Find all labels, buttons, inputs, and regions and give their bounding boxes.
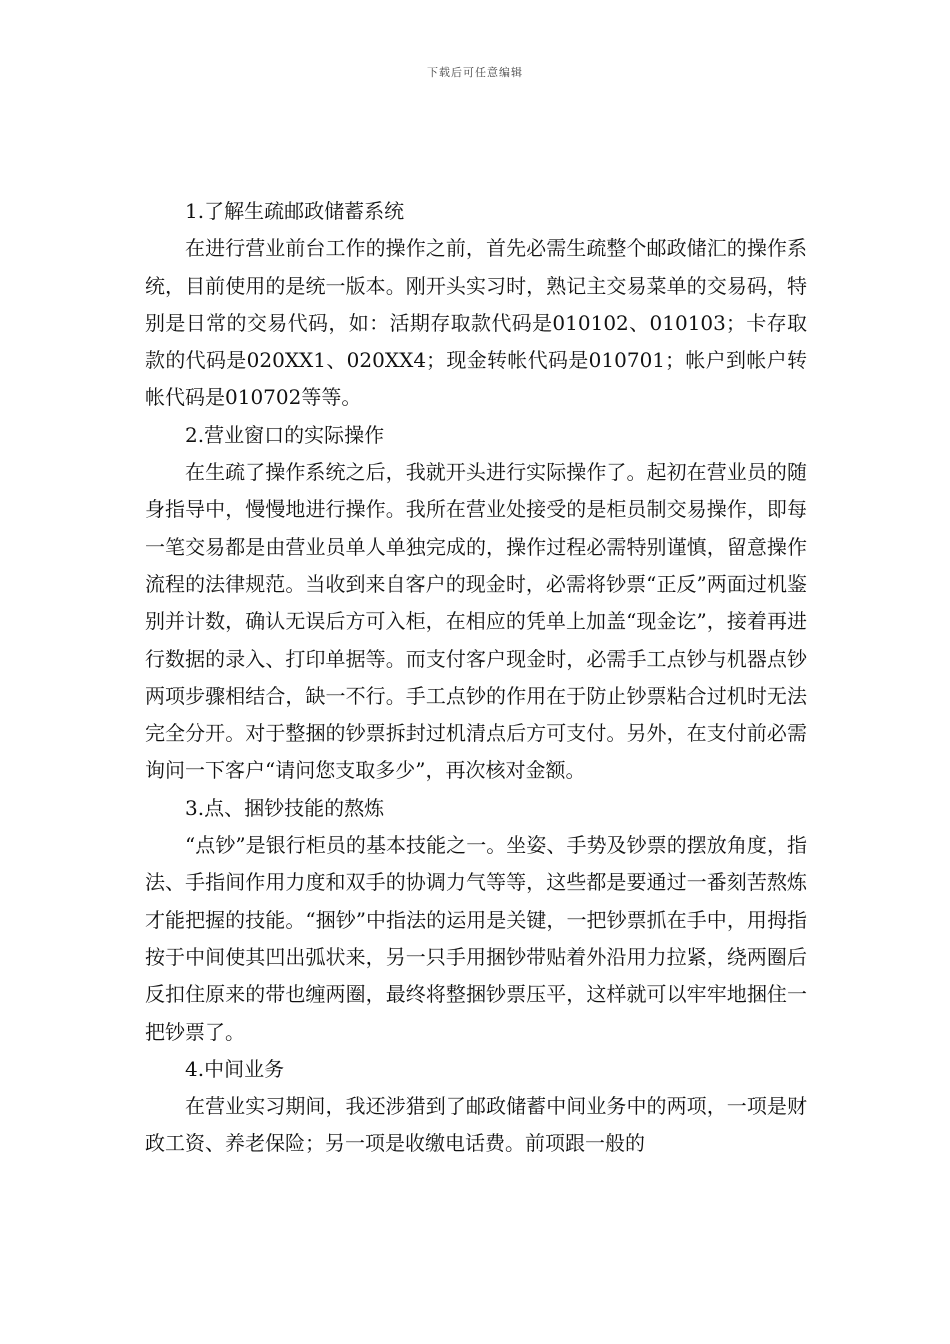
section-paragraph: “点钞”是银行柜员的基本技能之一。坐姿、手势及钞票的摆放角度，指法、手指间作用力度和双手的协调力气等等，这些都是要通过一番刻苦熬炼才能把握的技能。“捆钞”中指法的运用是关键，一把钞票抓在手中，用拇指按于中间使其凹出弧状来，另一只手用捆钞带贴着外沿用力拉紧，绕两圈后反扣住原来的带也缠两圈，最终将整捆钞票压平，这样就可以牢牢地捆住一把钞票了。	[145, 833, 807, 1044]
page-header-note: 下载后可任意编辑	[427, 66, 523, 79]
section-paragraph: 在进行营业前台工作的操作之前，首先必需生疏整个邮政储汇的操作系统，目前使用的是统一版本。刚开头实习时，熟记主交易菜单的交易码，特别是日常的交易代码，如：活期存取款代码是010102、010103；卡存取款的代码是020XX1、020XX4；现金转帐代码是010701；帐户到帐户转帐代码是010702等等。	[145, 236, 807, 410]
section-heading: 3.点、捆钞技能的熬炼	[185, 795, 385, 820]
section-4	[145, 1051, 807, 1163]
section-heading: 1.了解生疏邮政储蓄系统	[185, 199, 405, 223]
section-paragraph: 在营业实习期间，我还涉猎到了邮政储蓄中间业务中的两项，一项是财政工资、养老保险；另一项是收缴电话费。前项跟一般的	[145, 1094, 807, 1156]
section-1	[145, 193, 807, 417]
section-2	[145, 417, 807, 790]
document-body	[145, 193, 807, 1163]
section-3	[145, 790, 807, 1051]
section-heading: 2.营业窗口的实际操作	[185, 422, 385, 447]
section-heading: 4.中间业务	[185, 1056, 285, 1081]
section-paragraph: 在生疏了操作系统之后，我就开头进行实际操作了。起初在营业员的随身指导中，慢慢地进行操作。我所在营业处接受的是柜员制交易操作，即每一笔交易都是由营业员单人单独完成的，操作过程必需特别谨慎，留意操作流程的法律规范。当收到来自客户的现金时，必需将钞票“正反”两面过机鉴别并计数，确认无误后方可入柜，在相应的凭单上加盖“现金讫”，接着再进行数据的录入、打印单据等。而支付客户现金时，必需手工点钞与机器点钞两项步骤相结合，缺一不行。手工点钞的作用在于防止钞票粘合过机时无法完全分开。对于整捆的钞票拆封过机清点后方可支付。另外，在支付前必需询问一下客户“请问您支取多少”，再次核对金额。	[145, 460, 807, 783]
